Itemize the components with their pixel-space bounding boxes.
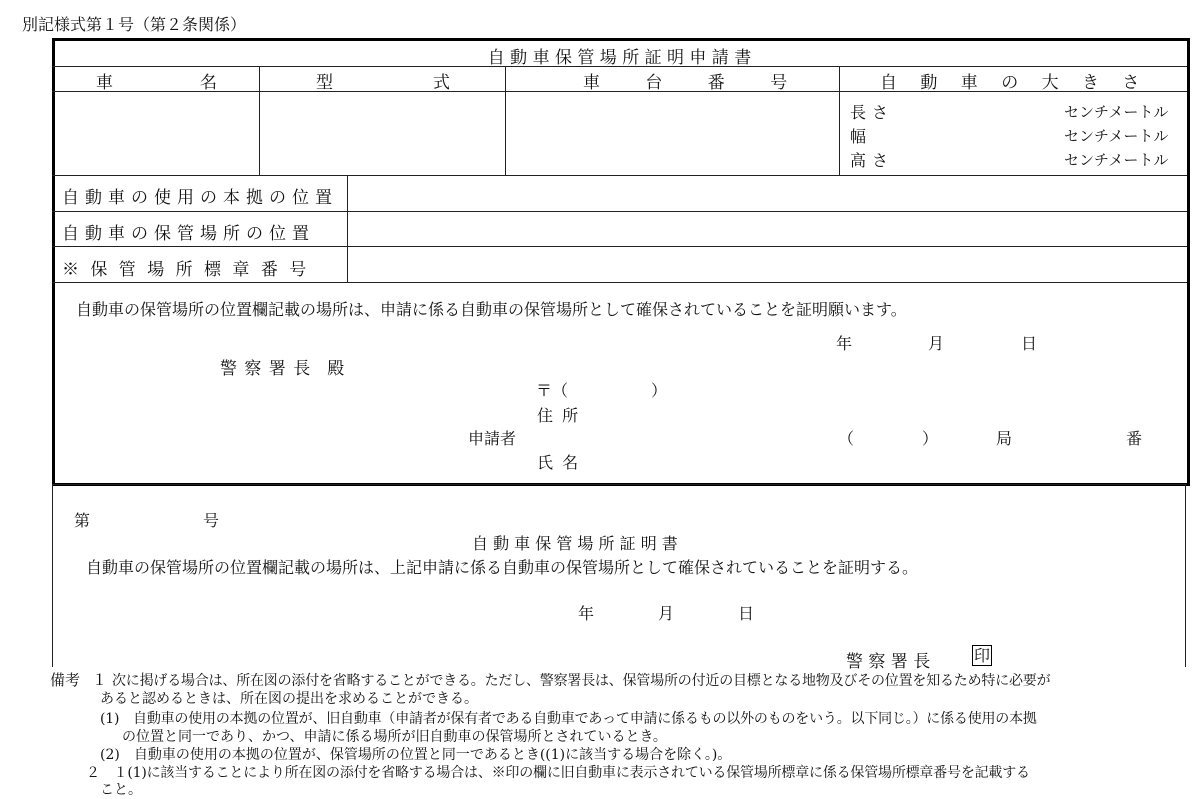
postal-code-close: ） xyxy=(651,381,668,400)
divider xyxy=(52,211,1187,212)
size-unit-height: センチメートル xyxy=(1064,151,1169,169)
note-2-line-2: こと。 xyxy=(100,782,142,798)
header-size: 自 動 車 の 大 き さ xyxy=(880,73,1140,93)
phone-office: 局 xyxy=(996,429,1013,448)
size-label-length: 長さ xyxy=(850,103,895,122)
certificate-title: 自 動 車 保 管 場 所 証 明 書 xyxy=(472,534,678,553)
header-model-1: 型 xyxy=(316,73,333,93)
date-month: 月 xyxy=(928,334,945,353)
size-unit-length: センチメートル xyxy=(1064,103,1169,121)
address-label: 住 所 xyxy=(537,406,579,425)
note-1-2: (2) 自動車の使用の本拠の位置が、保管場所の位置と同一であるとき((1)に該当する場合を除く。)。 xyxy=(100,747,732,763)
postal-code-open: 〒（ xyxy=(536,381,569,400)
notes-label: 備考 xyxy=(50,671,81,689)
divider xyxy=(259,66,260,175)
certificate-text: 自動車の保管場所の位置欄記載の場所は、上記申請に係る自動車の保管場所として確保されていることを証明する。 xyxy=(86,558,919,577)
cert-signer: 警 察 署 長 xyxy=(846,652,931,672)
note-1-1-line-2: の位置と同一であり、かつ、申請に係る場所が旧自動車の保管場所とされているとき。 xyxy=(122,729,667,745)
note-1-line-2: あると認めるときは、所在図の提出を求めることができる。 xyxy=(100,691,478,707)
phone-number: 番 xyxy=(1126,429,1143,448)
addressee: 警 察 署 長 殿 xyxy=(220,359,345,379)
header-car-name-1: 車 xyxy=(96,73,113,93)
phone-close: ） xyxy=(922,429,939,448)
seal-mark xyxy=(972,645,992,666)
phone-open: （ xyxy=(838,429,855,448)
header-model-2: 式 xyxy=(433,73,450,93)
application-title: 自 動 車 保 管 場 所 証 明 申 請 書 xyxy=(487,48,752,68)
note-2-line-1: ２ １(1)に該当することにより所在図の添付を省略する場合は、※印の欄に旧自動車に表示されている保管場所標章に係る保管場所標章番号を記載する xyxy=(86,765,1030,781)
label-emblem-number: ※ 保 管 場 所 標 章 番 号 xyxy=(62,260,307,280)
form-number: 別記様式第１号（第２条関係） xyxy=(22,15,247,34)
seal-label: 印 xyxy=(974,646,991,665)
divider xyxy=(52,246,1187,247)
divider xyxy=(505,66,506,175)
size-label-height: 高さ xyxy=(850,151,895,170)
note-1-1-line-1: (1) 自動車の使用の本拠の位置が、旧自動車（申請者が保有者である自動車であって申請に係るもの以外のものをいう。以下同じ。）に係る使用の本拠 xyxy=(100,711,1037,727)
size-label-width: 幅 xyxy=(850,127,867,146)
label-storage-location: 自動車の保管場所の位置 xyxy=(62,224,315,244)
size-unit-width: センチメートル xyxy=(1064,127,1169,145)
name-label: 氏 名 xyxy=(537,453,579,472)
divider xyxy=(347,175,348,282)
cert-date-year: 年 xyxy=(578,604,595,623)
cert-number-prefix: 第 xyxy=(74,511,91,530)
label-base-location: 自動車の使用の本拠の位置 xyxy=(62,188,338,208)
divider xyxy=(52,175,1187,176)
header-chassis-number: 車 台 番 号 xyxy=(583,73,788,93)
divider xyxy=(839,66,840,175)
date-day: 日 xyxy=(1021,334,1038,353)
note-1-line-1: 次に掲げる場合は、所在図の添付を省略することができる。ただし、警察署長は、保管場所の付近の目標となる地物及びその位置を知るため特に必要が xyxy=(112,673,1051,689)
request-text: 自動車の保管場所の位置欄記載の場所は、申請に係る自動車の保管場所として確保されていることを証明願います。 xyxy=(76,300,907,319)
cert-date-month: 月 xyxy=(658,604,675,623)
divider xyxy=(52,282,1187,283)
date-year: 年 xyxy=(836,334,853,353)
note-1-number: １ xyxy=(92,671,108,689)
cert-date-day: 日 xyxy=(738,604,755,623)
header-car-name-2: 名 xyxy=(200,73,217,93)
cert-number-suffix: 号 xyxy=(203,511,220,530)
applicant-label: 申請者 xyxy=(468,429,517,448)
